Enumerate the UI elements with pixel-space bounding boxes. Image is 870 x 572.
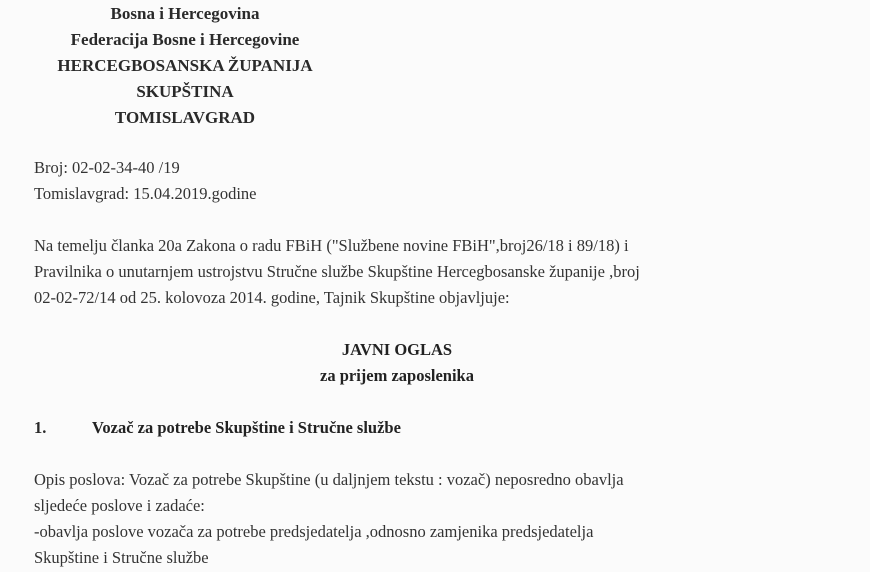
reference-number: Broj: 02-02-34-40 /19 xyxy=(34,158,180,177)
notice-title: JAVNI OGLAS xyxy=(341,340,453,359)
intro-line-3: 02-02-72/14 od 25. kolovoza 2014. godine, Tajnik Skupštine objavljuje: xyxy=(34,288,510,307)
intro-line-1: Na temelju članka 20a Zakona o radu FBiH ("Službene novine FBiH",broj26/18 i 89/18) i xyxy=(34,236,629,255)
reference-date: Tomislavgrad: 15.04.2019.godine xyxy=(34,184,257,203)
header-city: TOMISLAVGRAD xyxy=(114,108,256,127)
header-county: HERCEGBOSANSKA ŽUPANIJA xyxy=(57,56,313,75)
position-number: 1. xyxy=(34,418,47,437)
description-line-4: Skupštine i Stručne službe xyxy=(34,548,209,567)
description-line-1: Opis poslova: Vozač za potrebe Skupštine (u daljnjem tekstu : vozač) neposredno obavlja xyxy=(34,470,624,489)
header-federation: Federacija Bosne i Hercegovine xyxy=(70,30,300,49)
position-title: Vozač za potrebe Skupštine i Stručne službe xyxy=(92,418,401,437)
header-country: Bosna i Hercegovina xyxy=(110,4,260,23)
intro-line-2: Pravilnika o unutarnjem ustrojstvu Stručne službe Skupštine Hercegbosanske županije ,broj xyxy=(34,262,640,281)
description-line-3: -obavlja poslove vozača za potrebe predsjedatelja ,odnosno zamjenika predsjedatelja xyxy=(34,522,594,541)
description-line-2: sljedeće poslove i zadaće: xyxy=(34,496,205,515)
notice-subtitle: za prijem zaposlenika xyxy=(320,366,474,385)
header-assembly: SKUPŠTINA xyxy=(136,82,234,101)
